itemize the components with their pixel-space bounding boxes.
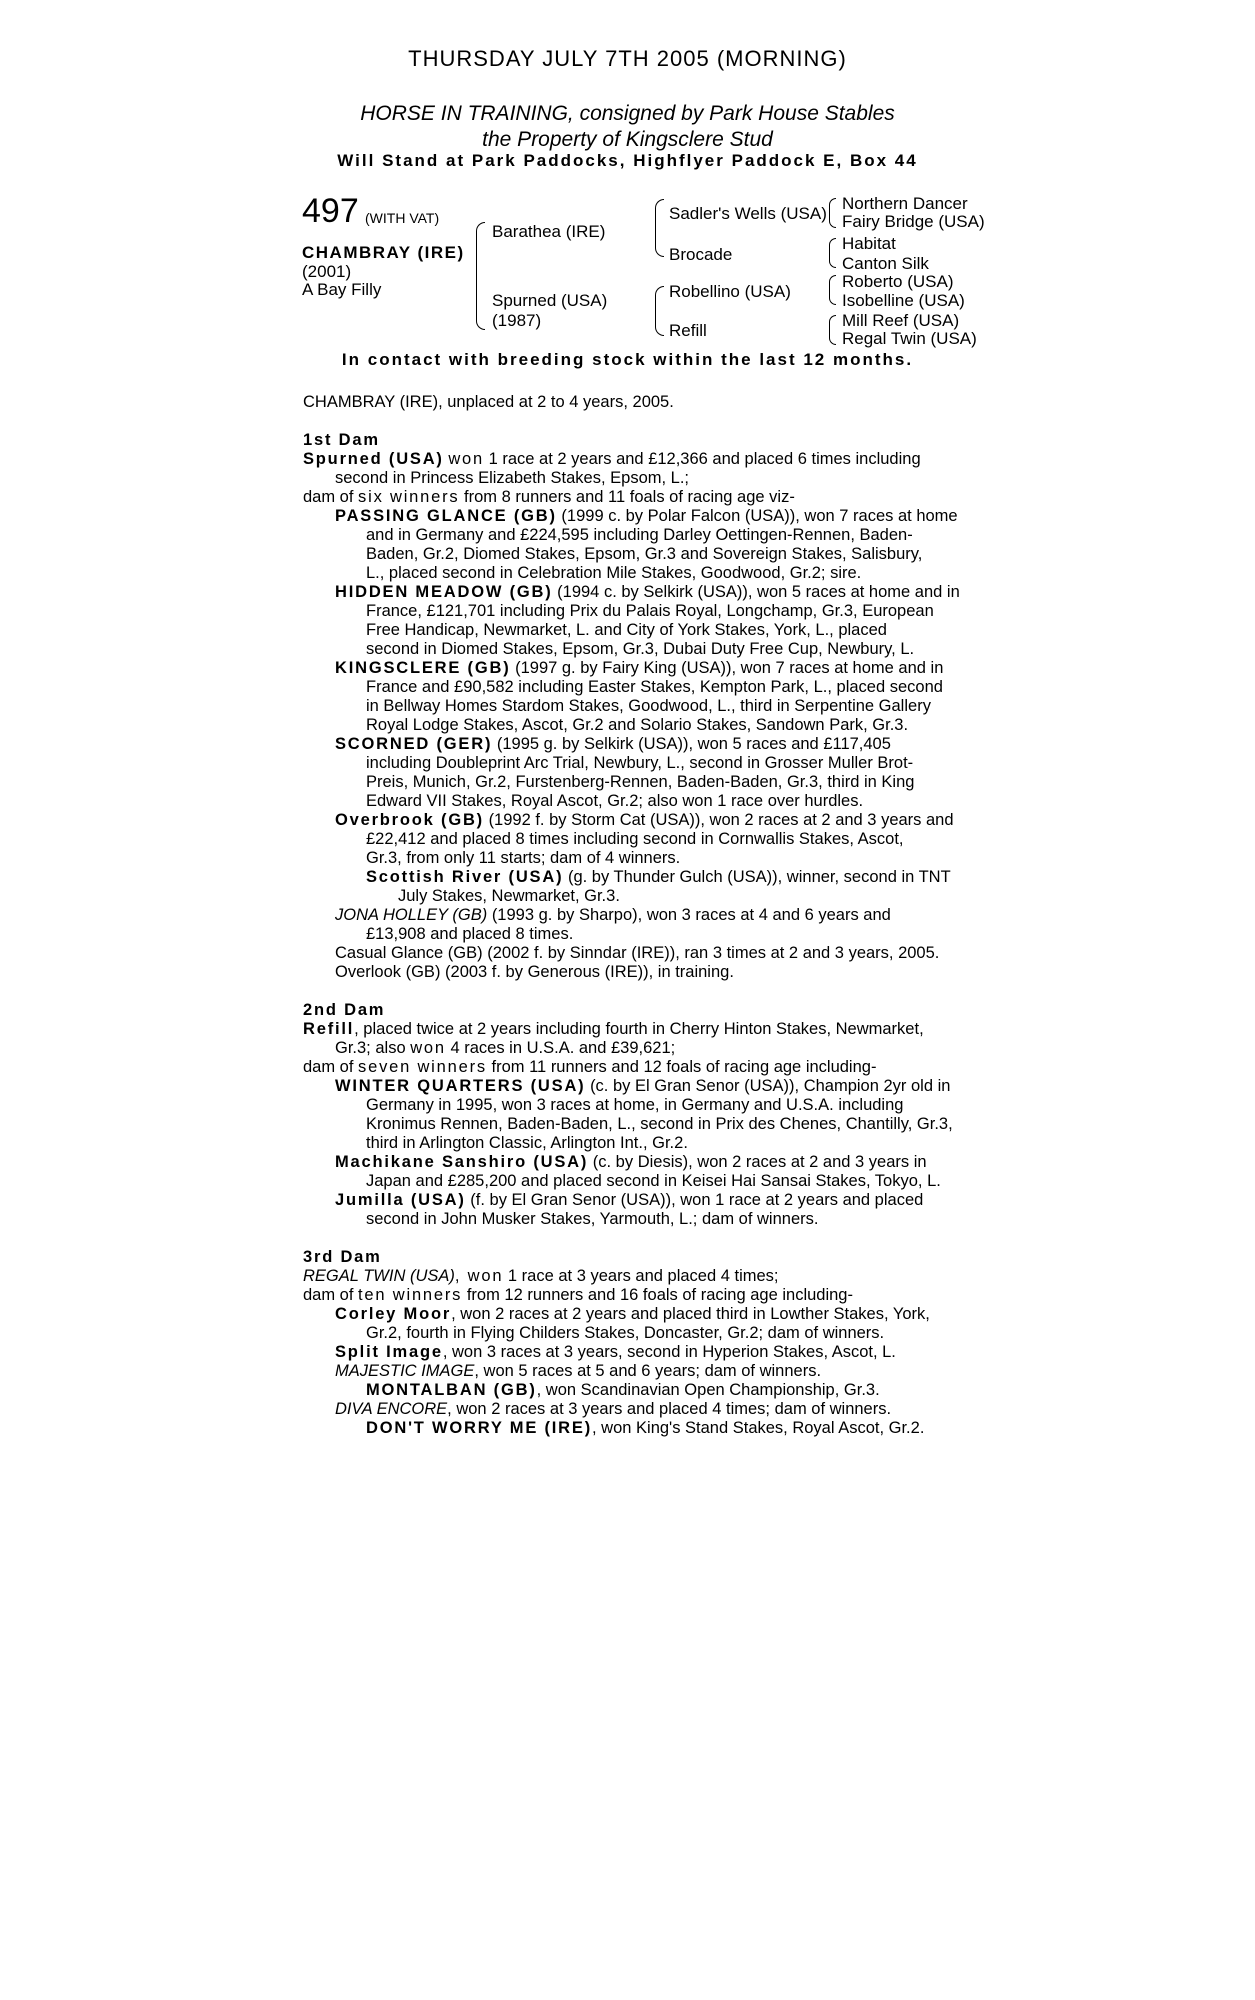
race-record — [303, 393, 960, 1438]
text-line: Japan and £285,200 and placed second in Keisei Hai Sansai Stakes, Tokyo, L. — [366, 1172, 941, 1190]
pedigree-brace-4 — [829, 315, 836, 345]
pedigree-brace-sire — [655, 199, 664, 257]
second-dam-line-1 — [303, 1020, 953, 1039]
pedigree-brace-1 — [829, 198, 836, 228]
text: , won 2 races at 3 years and placed 4 times; dam of winners. — [447, 1400, 892, 1418]
horse-name: WINTER QUARTERS (USA) — [335, 1077, 586, 1095]
text: , won Scandinavian Open Championship, Gr.3. — [536, 1381, 880, 1399]
text: (1997 g. by Fairy King (USA)), won 7 races at home and in — [515, 659, 944, 677]
horse-name: REGAL TWIN (USA) — [303, 1267, 455, 1285]
pedigree-sire-dam: Brocade — [669, 245, 733, 264]
text: (1994 c. by Selkirk (USA)), won 5 races at home and in — [557, 583, 960, 601]
produce-montalban — [303, 1381, 953, 1400]
first-dam-name: Spurned (USA) — [303, 450, 444, 468]
pedigree-dam-sire: Robellino (USA) — [669, 282, 791, 301]
first-dam-produce-line — [303, 488, 953, 507]
text-line: Gr.2, fourth in Flying Childers Stakes, Doncaster, Gr.2; dam of winners. — [366, 1324, 885, 1342]
text-line: Royal Lodge Stakes, Ascot, Gr.2 and Solario Stakes, Sandown Park, Gr.3. — [366, 716, 909, 734]
text-line: second in John Musker Stakes, Yarmouth, L.; dam of winners. — [366, 1210, 819, 1228]
horse-name: JONA HOLLEY (GB) — [335, 906, 488, 924]
text: (1999 c. by Polar Falcon (USA)), won 7 races at home — [561, 507, 958, 525]
horse-name: Overbrook (GB) — [335, 811, 484, 829]
horse-name: HIDDEN MEADOW (GB) — [335, 583, 553, 601]
first-dam-line-2: second in Princess Elizabeth Stakes, Epsom, L.; — [335, 469, 690, 487]
horse-name: CHAMBRAY (IRE) — [302, 243, 465, 262]
text-line: £22,412 and placed 8 times including second in Cornwallis Stakes, Ascot, — [366, 830, 904, 848]
text-line: Free Handicap, Newmarket, L. and City of York Stakes, York, L., placed — [366, 621, 887, 639]
pedigree-dam-year: (1987) — [492, 311, 542, 330]
pedigree-gen3-1: Northern Dancer — [842, 194, 968, 213]
pedigree-sire: Barathea (IRE) — [492, 222, 606, 241]
sale-date: THURSDAY JULY 7TH 2005 (MORNING) — [408, 46, 847, 71]
text-line: second in Diomed Stakes, Epsom, Gr.3, Dubai Duty Free Cup, Newbury, L. — [366, 640, 915, 658]
produce-kingsclere — [303, 659, 953, 678]
horse-name: Refill — [303, 1020, 355, 1038]
text-line: Preis, Munich, Gr.2, Furstenberg-Rennen, Baden-Baden, Gr.3, third in King — [366, 773, 915, 791]
text: from 11 runners and 12 foals of racing age including- — [491, 1058, 877, 1076]
second-dam-heading: 2nd Dam — [303, 1001, 386, 1019]
second-dam-line-2 — [303, 1039, 953, 1058]
produce-dont-worry-me — [303, 1419, 953, 1438]
text: (c. by El Gran Senor (USA)), Champion 2yr old in — [590, 1077, 951, 1095]
horse-year: (2001) — [302, 262, 352, 281]
text-line: L., placed second in Celebration Mile Stakes, Goodwood, Gr.2; sire. — [366, 564, 862, 582]
produce-jumilla — [303, 1191, 953, 1210]
text-line: Edward VII Stakes, Royal Ascot, Gr.2; also won 1 race over hurdles. — [366, 792, 864, 810]
horse-name: Split Image — [335, 1343, 443, 1361]
property-line: the Property of Kingsclere Stud — [482, 128, 773, 151]
first-dam-heading: 1st Dam — [303, 431, 380, 449]
text-line: third in Arlington Classic, Arlington Int., Gr.2. — [366, 1134, 688, 1152]
produce-corley-moor — [303, 1305, 953, 1324]
pedigree-brace-main — [476, 222, 485, 330]
text: , won 2 races at 2 years and placed third in Lowther Stakes, York, — [451, 1305, 930, 1323]
produce-split-image — [303, 1343, 953, 1362]
horse-name: Machikane Sanshiro (USA) — [335, 1153, 589, 1171]
text-line: France and £90,582 including Easter Stakes, Kempton Park, L., placed second — [366, 678, 943, 696]
text: (1992 f. by Storm Cat (USA)), won 2 races at 2 and 3 years and — [488, 811, 954, 829]
pedigree-dam-dam: Refill — [669, 321, 707, 340]
text: (1993 g. by Sharpo), won 3 races at 4 and 6 years and — [491, 906, 891, 924]
horse-name: MONTALBAN (GB) — [366, 1381, 537, 1399]
horse-name: KINGSCLERE (GB) — [335, 659, 511, 677]
horse-name: DIVA ENCORE — [335, 1400, 448, 1418]
produce-scottish-river — [303, 868, 953, 887]
text: dam of — [303, 1286, 354, 1304]
produce-majestic-image — [303, 1362, 953, 1381]
third-dam-line-1 — [303, 1267, 953, 1286]
first-dam-won: won — [448, 450, 484, 468]
text: , won King's Stand Stakes, Royal Ascot, Gr.2. — [592, 1419, 925, 1437]
horse-name: Corley Moor — [335, 1305, 452, 1323]
pedigree-gen3-2: Fairy Bridge (USA) — [842, 212, 985, 231]
horse-name: Scottish River (USA) — [366, 868, 564, 886]
pedigree-brace-dam — [655, 286, 664, 336]
text: (g. by Thunder Gulch (USA)), winner, second in TNT — [567, 868, 951, 886]
third-dam-heading: 3rd Dam — [303, 1248, 382, 1266]
stand-location: Will Stand at Park Paddocks, Highflyer Paddock E, Box 44 — [337, 151, 918, 170]
pedigree-dam: Spurned (USA) — [492, 291, 608, 310]
text-line: Kronimus Rennen, Baden-Baden, L., second in Prix des Chenes, Chantilly, Gr.3, — [366, 1115, 953, 1133]
contact-note: In contact with breeding stock within the last 12 months. — [341, 350, 914, 369]
text: , won — [454, 1267, 504, 1285]
text-line: including Doubleprint Arc Trial, Newbury, L., second in Grosser Muller Brot- — [366, 754, 914, 772]
produce-overbrook — [303, 811, 953, 830]
text: , won 5 races at 5 and 6 years; dam of winners. — [474, 1362, 822, 1380]
horse-name: PASSING GLANCE (GB) — [335, 507, 557, 525]
pedigree-gen3-3: Habitat — [842, 234, 896, 253]
third-dam-produce-line — [303, 1286, 953, 1305]
vat-note: (WITH VAT) — [365, 210, 440, 226]
pedigree-gen3-6: Isobelline (USA) — [842, 291, 965, 310]
text-line: France, £121,701 including Prix du Palais Royal, Longchamp, Gr.3, European — [366, 602, 934, 620]
horse-name: DON'T WORRY ME (IRE) — [366, 1419, 592, 1437]
produce-passing-glance — [303, 507, 958, 526]
text-line: Gr.3, from only 11 starts; dam of 4 winners. — [366, 849, 681, 867]
text: (c. by Diesis), won 2 races at 2 and 3 years in — [592, 1153, 927, 1171]
first-dam-record: 1 race at 2 years and £12,366 and placed 6 times including — [488, 450, 921, 468]
pedigree-gen3-4: Canton Silk — [842, 254, 929, 273]
horse-name: Jumilla (USA) — [335, 1191, 466, 1209]
text: , won 3 races at 3 years, second in Hyperion Stakes, Ascot, L. — [442, 1343, 896, 1361]
text: from 12 runners and 16 foals of racing age including- — [466, 1286, 853, 1304]
pedigree-brace-2 — [829, 238, 836, 268]
winners-count: seven winners — [358, 1058, 487, 1076]
lot-number: 497 — [302, 192, 359, 230]
consignment-line: HORSE IN TRAINING, consigned by Park House Stables — [360, 102, 895, 125]
produce-overlook: Overlook (GB) (2003 f. by Generous (IRE)), in training. — [335, 963, 734, 981]
horse-name: MAJESTIC IMAGE — [335, 1362, 475, 1380]
text-line: Germany in 1995, won 3 races at home, in Germany and U.S.A. including — [366, 1096, 904, 1114]
horse-description: A Bay Filly — [302, 280, 382, 299]
pedigree-brace-3 — [829, 275, 836, 305]
text-line: and in Germany and £224,595 including Darley Oettingen-Rennen, Baden- — [366, 526, 913, 544]
pedigree-gen3-5: Roberto (USA) — [842, 272, 954, 291]
produce-scorned — [303, 735, 953, 754]
text-line: Baden, Gr.2, Diomed Stakes, Epsom, Gr.3 and Sovereign Stakes, Salisbury, — [366, 545, 923, 563]
text: won — [410, 1039, 446, 1057]
text: (1995 g. by Selkirk (USA)), won 5 races and £117,405 — [496, 735, 891, 753]
text: , placed twice at 2 years including fourth in Cherry Hinton Stakes, Newmarket, — [354, 1020, 924, 1038]
text: Gr.3; also — [335, 1039, 406, 1057]
text: 4 races in U.S.A. and £39,621; — [450, 1039, 676, 1057]
horse-name: SCORNED (GER) — [335, 735, 493, 753]
text: from 8 runners and 11 foals of racing age viz- — [464, 488, 795, 506]
produce-machikane-sanshiro — [303, 1153, 953, 1172]
summary-line: CHAMBRAY (IRE), unplaced at 2 to 4 years, 2005. — [303, 393, 674, 411]
second-dam-produce-line — [303, 1058, 953, 1077]
produce-jona-holley — [303, 906, 953, 925]
text-line: £13,908 and placed 8 times. — [366, 925, 574, 943]
pedigree-sire-sire: Sadler's Wells (USA) — [669, 204, 827, 223]
text: dam of — [303, 1058, 354, 1076]
produce-hidden-meadow — [303, 583, 960, 602]
winners-count: ten winners — [358, 1286, 463, 1304]
produce-winter-quarters — [303, 1077, 953, 1096]
pedigree-gen3-7: Mill Reef (USA) — [842, 311, 960, 330]
text: dam of — [303, 488, 354, 506]
pedigree-gen3-8: Regal Twin (USA) — [842, 329, 977, 348]
winners-count: six winners — [358, 488, 460, 506]
produce-casual-glance: Casual Glance (GB) (2002 f. by Sinndar (IRE)), ran 3 times at 2 and 3 years, 2005. — [335, 944, 940, 962]
text-line: July Stakes, Newmarket, Gr.3. — [398, 887, 620, 905]
produce-diva-encore — [303, 1400, 953, 1419]
text: 1 race at 3 years and placed 4 times; — [507, 1267, 779, 1285]
text: (f. by El Gran Senor (USA)), won 1 race at 2 years and placed — [470, 1191, 924, 1209]
first-dam-line-1 — [303, 450, 953, 469]
text-line: in Bellway Homes Stardom Stakes, Goodwood, L., third in Serpentine Gallery — [366, 697, 931, 715]
